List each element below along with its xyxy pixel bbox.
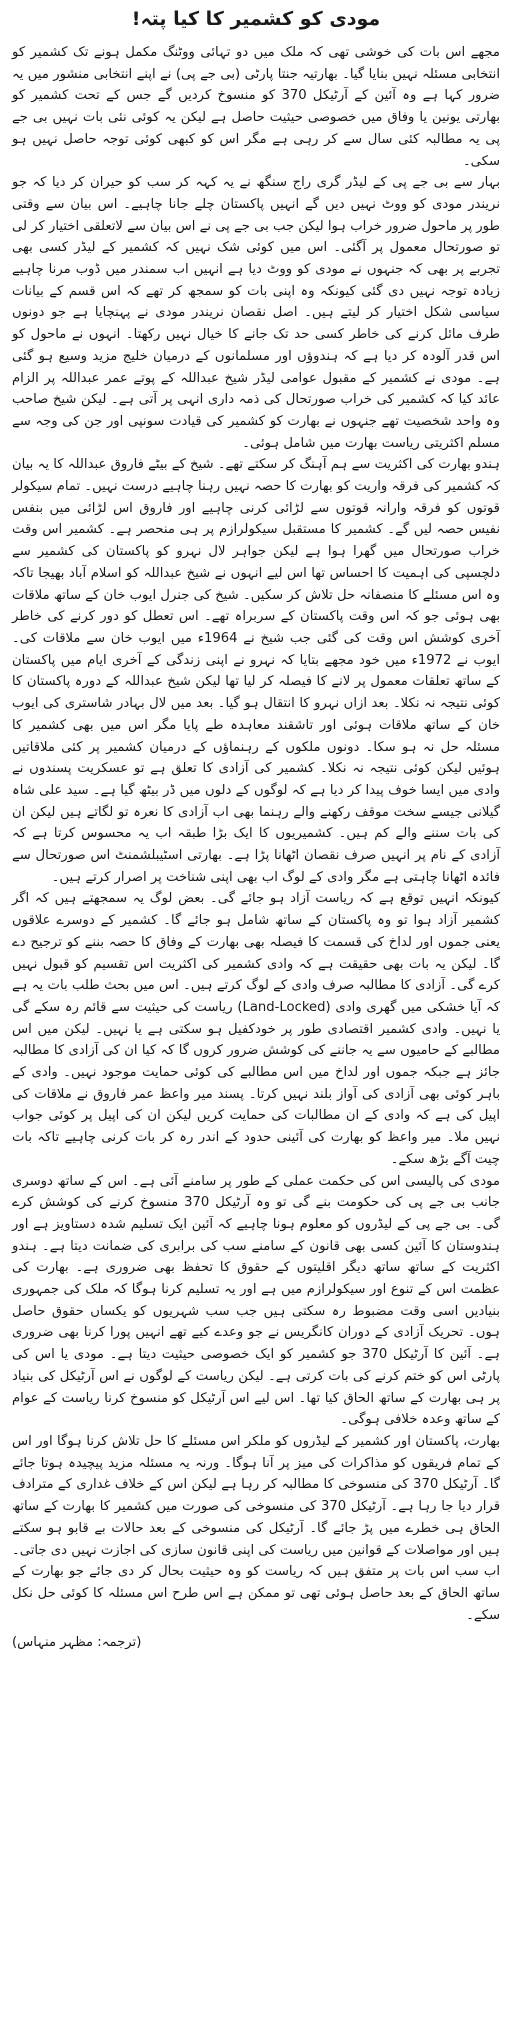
article-paragraph-3: ہندو بھارت کی اکثریت سے ہم آہنگ کر سکتے تھے۔ شیخ کے بیٹے فاروق عبداللہ کا یہ بیان کہ کشمیر کی فرقہ واریت کو بھارت کا حصہ نہیں رہنا چاہیے درست نہیں۔ تمام سیکولر قوتوں کو فرقہ وارانہ قوتوں سے لڑائی کرنی چاہیے اور فاروق اس لڑائی میں بنفس نفیس حصہ لیں گے۔ کشمیر کا مستقبل سیکولرازم پر ہی منحصر ہے۔ کشمیر اس وقت خراب صورتحال میں گھرا ہوا ہے لیکن جواہر لال نہرو کو پاکستان کی کشمیر سے دلچسپی کی اہمیت کا احساس تھا اس لیے انہوں نے شیخ عبداللہ کو اسلام آباد بھیجا تاکہ وہ اس مسئلے کا منصفانہ حل تلاش کر سکیں۔ شیخ کی جنرل ایوب خان کے ساتھ ملاقات بھی ہوئی جو کہ اس وقت پاکستان کے سربراہ تھے۔ اس تعطل کو دور کرنے کی خاطر آخری کوشش اس وقت کی گئی جب شیخ نے 1964ء میں ایوب خان سے ملاقات کی۔ ایوب نے 1972ء میں خود مجھے بتایا کہ نہرو نے اپنی زندگی کے آخری ایام میں پاکستان کے ساتھ تعلقات معمول پر لانے کا فیصلہ کر لیا تھا لیکن شیخ عبداللہ کے دورہ پاکستان کا کوئی نتیجہ نہ نکلا۔ بعد ازاں نہرو کا انتقال ہو گیا۔ بعد میں لال بہادر شاستری کی ایوب خان کے ساتھ ملاقات ہوئی اور تاشقند معاہدہ طے پایا مگر اس میں بھی کشمیر کا مسئلہ حل نہ ہو سکا۔ دونوں ملکوں کے رہنماؤں کے درمیان کشمیر پر کئی ملاقاتیں ہوئیں لیکن کوئی نتیجہ نہ نکلا۔ کشمیر کی آزادی کا تعلق ہے تو عسکریت پسندوں نے وادی میں ایسا خوف پیدا کر دیا ہے کہ لوگوں کے دلوں میں ڈر بیٹھ گیا ہے۔ سید علی شاہ گیلانی جیسے سخت موقف رکھنے والے رہنما بھی اب آزادی کا نعرہ تو لگاتے ہیں لیکن ان کی بات سننے والے کم ہیں۔ کشمیریوں کا ایک بڑا طبقہ اب یہ محسوس کرتا ہے کہ آزادی کے نام پر انہیں صرف نقصان اٹھانا پڑا ہے۔ بھارتی اسٹیبلشمنٹ اس صورتحال سے فائدہ اٹھانا چاہتی ہے مگر وادی کے لوگ اب بھی اپنی شناخت پر اصرار کرتے ہیں۔ [12, 457, 500, 885]
article-paragraph-1: مجھے اس بات کی خوشی تھی کہ ملک میں دو تہائی ووٹنگ مکمل ہونے تک کشمیر کو انتخابی مسئلہ نہیں بنایا گیا۔ بھارتیہ جنتا پارٹی (بی جے پی) نے اپنے انتخابی منشور میں یہ ضرور کہا ہے وہ آئین کے آرٹیکل 370 کو منسوخ کردیں گے جس کے تحت کشمیر کو بھارتی یونین یا وفاق میں خصوصی حیثیت حاصل ہے لیکن یہ کوئی نئی بات نہیں بی جے پی یہ مطالبہ کئی سال سے کر رہی ہے مگر اس کو کبھی کوئی توجہ حاصل نہیں ہو سکی۔ [12, 45, 500, 169]
article-paragraph-5: مودی کی پالیسی اس کی حکمت عملی کے طور پر سامنے آئی ہے۔ اس کے ساتھ دوسری جانب بی جے پی کی حکومت بنے گی تو وہ آرٹیکل 370 منسوخ کرنے کی کوشش کرے گی۔ بی جے پی کے لیڈروں کو معلوم ہونا چاہیے کہ آئین ایک تسلیم شدہ دستاویز ہے اور ہندوستان کا آئین کسی بھی قانون کے سامنے سب کی برابری کی ضمانت دیتا ہے۔ ہندو اکثریت کے ساتھ ساتھ دیگر اقلیتوں کے حقوق کا تحفظ بھی ضروری ہے۔ بھارت کی عظمت اس کے تنوع اور سیکولرازم میں ہے اور یہ تسلیم کرنا ہوگا کہ ملک کی جمہوری بنیادیں اسی وقت مضبوط رہ سکتی ہیں جب سب شہریوں کو یکساں حقوق حاصل ہوں۔ تحریک آزادی کے دوران کانگریس نے جو وعدے کیے تھے انہیں پورا کرنا بھی ضروری ہے۔ آئین کا آرٹیکل 370 جو کشمیر کو ایک خصوصی حیثیت دیتا ہے۔ مودی یا اس کی پارٹی اس کو ختم کرنے کی بات کرتی ہے۔ لیکن ریاست کے لوگوں نے اس آرٹیکل کی بنیاد پر ہی بھارت کے ساتھ الحاق کیا تھا۔ اس لیے اس آرٹیکل کو منسوخ کرنا ریاست کے عوام کے ساتھ وعدہ خلافی ہوگی۔ [12, 1173, 500, 1428]
article-paragraph-4: کیونکہ انہیں توقع ہے کہ ریاست آزاد ہو جائے گی۔ بعض لوگ یہ سمجھتے ہیں کہ اگر کشمیر آزاد ہوا تو وہ پاکستان کے ساتھ شامل ہو جائے گا۔ کشمیر کے دوسرے علاقوں یعنی جموں اور لداخ کی قسمت کا فیصلہ بھی بھارت کے وفاق کا حصہ بننے کو ترجیح دے گا۔ لیکن یہ بات بھی حقیقت ہے کہ وادی کشمیر کی اکثریت اس تقسیم کو قبول نہیں کرے گی۔ آزادی کا مطالبہ صرف وادی کے لوگ کرتے ہیں۔ اس میں بحث طلب بات یہ ہے کہ آیا خشکی میں گھری وادی (Land-Locked) ریاست کی حیثیت سے قائم رہ سکے گی یا نہیں۔ وادی کشمیر اقتصادی طور پر خودکفیل ہو سکتی ہے یا نہیں۔ لیکن میں اس مطالبے کے حامیوں سے یہ جاننے کی کوشش ضرور کروں گا کہ کیا ان کی آزادی کا مطالبہ جائز ہے جبکہ جموں اور لداخ میں اس مطالبے کی کوئی حمایت موجود نہیں۔ وادی کے باہر کوئی بھی آزادی کی آواز بلند نہیں کرتا۔ پسند میر واعظ عمر فاروق نے ملاقات کی اپیل کی ہے کہ وادی کے ان مطالبات کی حمایت کریں لیکن ان کی اپیل پر کوئی جواب نہیں ملا۔ میر واعظ کو بھارت کی آئینی حدود کے اندر رہ کر بات کرنی چاہیے تاکہ بات چیت آگے بڑھ سکے۔ [12, 891, 500, 1167]
article-paragraph-2: بہار سے بی جے پی کے لیڈر گری راج سنگھ نے یہ کہہ کر سب کو حیران کر دیا کہ جو نریندر مودی کو ووٹ نہیں دیں گے انہیں پاکستان چلے جانا چاہیے۔ اس بیان سے وقتی طور پر ماحول ضرور خراب ہوا لیکن جب بی جے پی نے اس بیان سے لاتعلقی اختیار کر لی تو صورتحال معمول پر آگئی۔ اس میں کوئی شک نہیں کہ کشمیر کے لیڈر کسی بھی تجربے پر بھی کہ جنہوں نے مودی کو ووٹ دیا ہے انہیں اب سمندر میں ڈوب مرنا چاہیے زیادہ توجہ نہیں دی گئی کیونکہ وہ اپنی بات کو سمجھ کر تھے کہ اس قسم کے بیانات سیاسی شکل اختیار کر لیتے ہیں۔ اصل نقصان نریندر مودی نے پہنچایا ہے جو دونوں طرف مائل کرنے کی خاطر کسی حد تک جانے کا خیال نہیں رکھتا۔ انہوں نے ماحول کو اس قدر آلودہ کر دیا ہے کہ ہندوؤں اور مسلمانوں کے درمیان خلیج مزید وسیع ہو گئی ہے۔ مودی نے کشمیر کے مقبول عوامی لیڈر شیخ عبداللہ کے پوتے عمر عبداللہ پر الزام عائد کیا کہ کشمیر کی خراب صورتحال کی ذمہ داری انہی پر آتی ہے۔ لیکن شیخ صاحب وہ واحد شخصیت تھے جنہوں نے بھارت کو کشمیر کی قیادت سونپی اور جن کی وجہ سے مسلم اکثریتی ریاست بھارت میں شامل ہوئی۔ [12, 175, 500, 451]
article-paragraph-6: بھارت، پاکستان اور کشمیر کے لیڈروں کو ملکر اس مسئلے کا حل تلاش کرنا ہوگا اور اس کے تمام فریقوں کو مذاکرات کی میز پر آنا ہوگا۔ ورنہ یہ مسئلہ مزید پیچیدہ ہوتا جائے گا۔ آرٹیکل 370 کی منسوخی کا مطالبہ کر رہا ہے لیکن اس کے خلاف غداری کے مترادف قرار دیا جا رہا ہے۔ آرٹیکل 370 کی منسوخی کی صورت میں کشمیر کا بھارت کے ساتھ الحاق ہی خطرے میں پڑ جائے گا۔ آرٹیکل کی منسوخی کے بعد حالات بے قابو ہو سکتے ہیں اور مواصلات کے قوانین میں ریاست کی اپنی قانون سازی کی اجازت نہیں دی جاتی۔ اب سب اس بات پر متفق ہیں کہ ریاست کو وہ حیثیت بحال کر دی جائے جو بھارت کے ساتھ الحاق کے بعد حاصل ہوئی تھی تو ممکن ہے اس طرح اس مسئلہ کا کوئی حل نکل سکے۔ [12, 1434, 500, 1623]
article-body [12, 42, 500, 1626]
translator-credit: (ترجمہ: مظہر منہاس) [12, 1635, 142, 1651]
article-title: مودی کو کشمیر کا کیا پتہ! [131, 8, 381, 30]
